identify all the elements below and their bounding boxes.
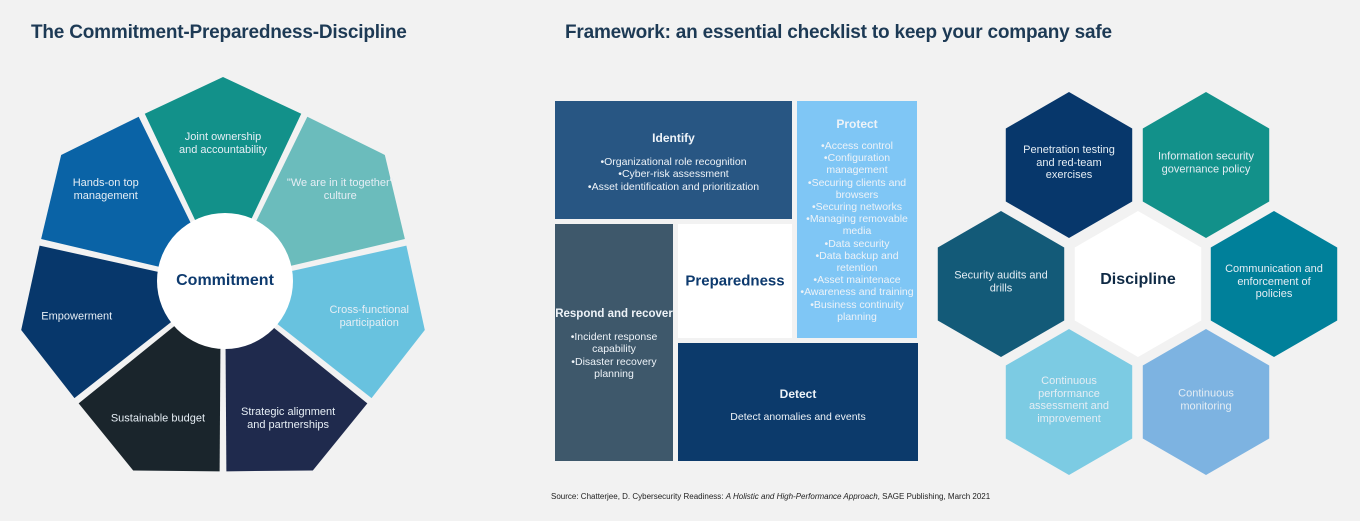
list-item: • Configuration management [797,152,917,176]
commitment-center-label: Commitment [176,272,274,289]
list-item: • Data security [797,238,917,250]
discipline-hexagon-label: Penetration testing and red-team exercises [1023,144,1115,182]
discipline-hexagon-label: Continuous monitoring [1178,387,1234,412]
identify-title: Identify [652,131,695,145]
title-right: Framework: an essential checklist to keep your company safe [565,22,1112,43]
source-book-title: A Holistic and High-Performance Approach [725,492,878,501]
commitment-segment-label: Empowerment [41,310,113,323]
commitment-segment-label: "We are in it together" culture [286,177,394,203]
discipline-hexagon-label: Continuous performance assessment and improvement [1028,374,1110,425]
detect-title: Detect [779,387,817,401]
detect-text: Detect anomalies and events [730,411,866,423]
list-item: • Managing removable media [797,213,917,237]
list-item: • Data backup and retention [797,250,917,274]
commitment-segment-label: Cross-functional participation [329,304,409,330]
title-left: The Commitment-Preparedness-Discipline [31,22,407,43]
discipline-hexagon-label: Communication and enforcement of policies [1225,263,1323,301]
list-item: • Securing networks [797,201,917,213]
list-item: • Asset identification and prioritization [555,181,792,193]
list-item: • Securing clients and browsers [797,177,917,201]
list-item: • Awareness and training [797,286,917,298]
preparedness-center-label: Preparedness [685,272,785,290]
commitment-segment-label: Strategic alignment and partnerships [240,406,336,432]
discipline-center-label: Discipline [1100,271,1176,288]
list-item: • Access control [797,140,917,152]
commitment-segment-label: Sustainable budget [110,412,205,425]
commitment-segment-label: Hands-on top management [72,177,139,203]
list-item: • Asset maintenace [797,274,917,286]
list-item: • Business continuity planning [797,299,917,323]
discipline-hexagon-label: Information security governance policy [1158,150,1254,175]
list-item: • Disaster recovery planning [555,356,673,381]
list-item: • Cyber-risk assessment [555,168,792,180]
source-citation [551,492,990,501]
list-item: • Organizational role recognition [555,156,792,168]
discipline-hexagon-label: Security audits and drills [954,269,1048,294]
protect-title: Protect [836,117,878,131]
source-prefix: Source: Chatterjee, D. Cybersecurity Readiness: [551,492,726,501]
respond-recover-title: Respond and recover [555,308,673,320]
commitment-segment-label: Joint ownership and accountability [178,131,268,156]
source-suffix: , SAGE Publishing, March 2021 [877,492,991,501]
list-item: • Incident response capability [555,331,673,356]
